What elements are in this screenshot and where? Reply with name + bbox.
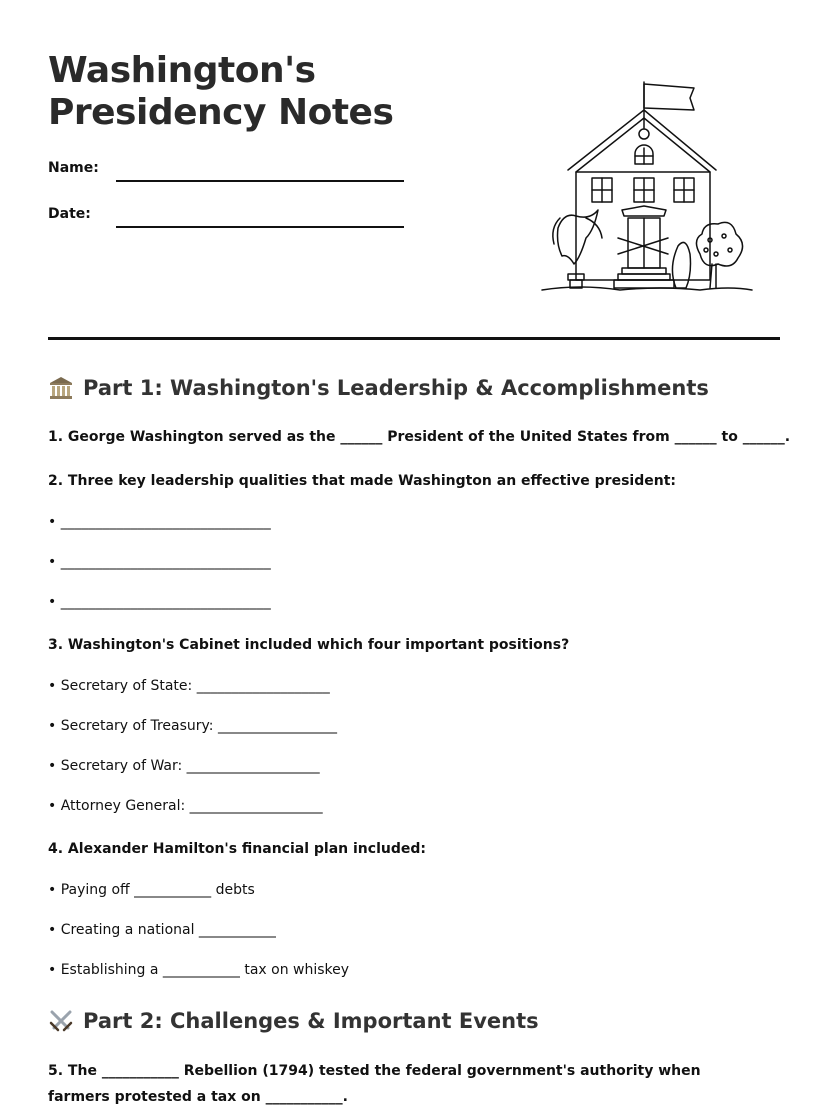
part2-heading-text: Part 2: Challenges & Important Events — [83, 1009, 539, 1033]
question-2: 2. Three key leadership qualities that made Washington an effective president: — [48, 473, 676, 489]
name-write-line[interactable] — [116, 180, 404, 182]
classical-building-icon — [48, 375, 74, 401]
question-4: 4. Alexander Hamilton's financial plan included: — [48, 841, 426, 857]
q4-bullet-national[interactable]: • Creating a national ___________ — [48, 922, 276, 938]
q2-answer-line-2[interactable]: • ______________________________ — [48, 554, 271, 570]
schoolhouse-illustration — [540, 78, 755, 296]
q3-attorney-general[interactable]: • Attorney General: ___________________ — [48, 798, 323, 814]
part2-heading — [48, 1008, 539, 1034]
question-1: 1. George Washington served as the ______ President of the United States from ______ to ______. — [48, 429, 791, 445]
date-write-line[interactable] — [116, 226, 404, 228]
page-title — [48, 50, 393, 134]
part1-heading — [48, 375, 709, 401]
q3-secretary-of-treasury[interactable]: • Secretary of Treasury: _________________ — [48, 718, 337, 734]
title-line-2: Presidency Notes — [48, 92, 394, 133]
q2-answer-line-1[interactable]: • ______________________________ — [48, 514, 271, 530]
question-3: 3. Washington's Cabinet included which four important positions? — [48, 637, 570, 653]
section-divider — [48, 337, 780, 340]
q3-secretary-of-war[interactable]: • Secretary of War: ___________________ — [48, 758, 320, 774]
q4-bullet-whiskey-tax[interactable]: • Establishing a ___________ tax on whiskey — [48, 962, 350, 978]
q3-secretary-of-state[interactable]: • Secretary of State: ___________________ — [48, 678, 330, 694]
question-5: 5. The ___________ Rebellion (1794) tested the federal government's authority when farmers protested a tax on ___________. — [48, 1063, 701, 1105]
q4-bullet-debts[interactable]: • Paying off ___________ debts — [48, 882, 255, 898]
title-line-1: Washington's — [48, 50, 316, 91]
crossed-swords-icon — [48, 1008, 74, 1034]
q2-answer-line-3[interactable]: • ______________________________ — [48, 594, 271, 610]
name-label: Name: — [48, 160, 99, 176]
part1-heading-text: Part 1: Washington's Leadership & Accomplishments — [83, 376, 709, 400]
date-label: Date: — [48, 206, 91, 222]
